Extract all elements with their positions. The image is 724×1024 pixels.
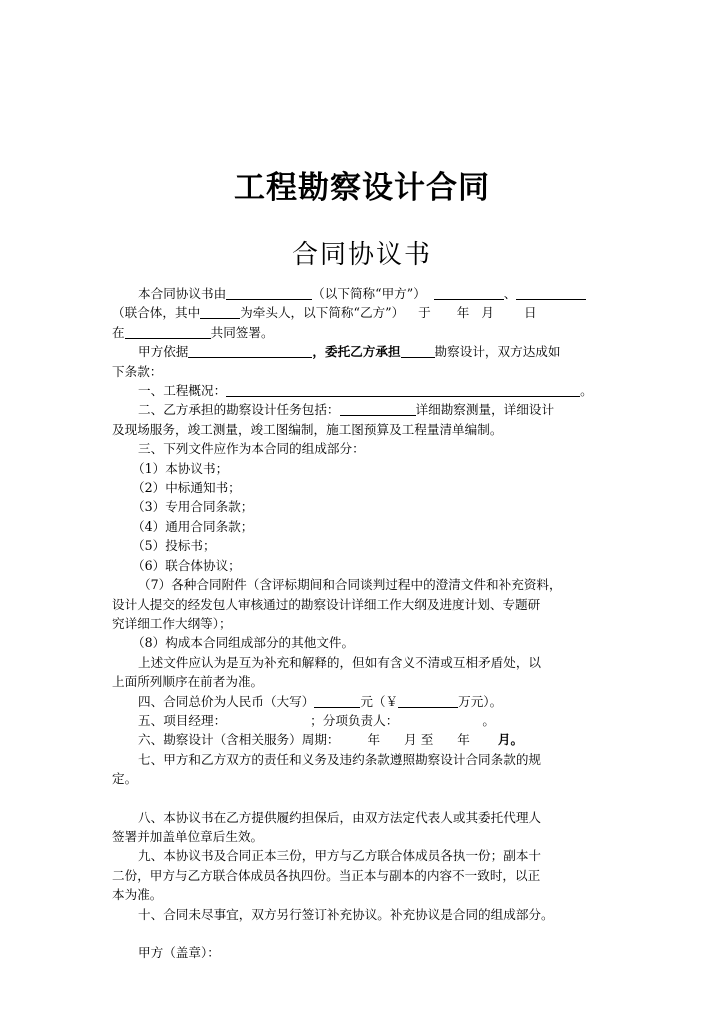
spacer [112,924,618,943]
paragraph-parties-line3 [112,323,618,342]
blank-party-b1 [434,286,504,300]
paragraph-scope-line1 [112,400,618,419]
text: 五、项目经理： [138,712,227,728]
text: 元（￥ [360,693,399,709]
text: 六、勘察设计（含相关服务）周期： [138,732,340,748]
list-item: （8）构成本合同组成部分的其他文件。 [132,635,355,651]
paragraph-scope-line2: 及现场服务，竣工测量，竣工图编制，施工图预算及工程量清单编制。 [112,421,503,437]
text: 在 [112,324,125,340]
paragraph-obligations-line2: 定。 [112,771,138,787]
blank-lead [200,305,240,319]
spacer [112,789,618,808]
list-item-7-line3: 究详细工作大纲等）； [112,615,232,631]
paragraph-period [112,730,618,749]
paragraph-price [112,692,618,711]
text: 四、合同总价为人民币（大写） [138,693,315,709]
document-body [112,284,618,962]
blank-party-b2 [516,286,586,300]
document-title: 工程勘察设计合同 [234,170,490,206]
text: ；分项负责人： [310,712,399,728]
text: 勘察设计，双方达成如 [434,344,561,360]
list-item-7-line1: （7）各种合同附件（含评标期间和合同谈判过程中的澄清文件和补充资料， [138,577,562,593]
paragraph-supplement: 十、合同未尽事宜，双方另行签订补充协议。补充协议是合同的组成部分。 [138,906,554,922]
text: 万元）。 [458,693,503,709]
list-item: （2）中标通知书； [132,480,241,496]
text: 共同签署。 [210,324,274,340]
list-item-7-line2: 设计人提交的经发包人审核通过的勘察设计详细工作大纲及进度计划、专题研 [112,596,541,612]
text: 一、工程概况： [138,383,227,399]
blank-basis [188,344,312,358]
paragraph-parties-line2 [112,303,618,322]
text: 甲方依据 [138,344,189,360]
blank-party-a [226,286,312,300]
paragraph-copies-line2: 二份，甲方与乙方联合体成员各执四份。当正本与副本的内容不一致时，以正 [112,867,541,883]
paragraph-precedence-line2: 上面所列顺序在前者为准。 [112,674,264,690]
text: 为牵头人，以下简称“乙方”） [240,305,405,321]
blank-overview [226,383,580,397]
paragraph-effective-line2: 签署并加盖单位章后生效。 [112,828,264,844]
list-item: （5）投标书； [132,538,216,554]
text: 年 [456,305,470,321]
paragraph-obligations-line1: 七、甲方和乙方双方的责任和义务及违约条款遵照勘察设计合同条款的规 [138,751,541,767]
paragraph-effective-line1: 八、本协议书在乙方提供履约担保后，由双方法定代表人或其委托代理人 [138,809,541,825]
blank-price-words [314,694,360,708]
text: 月 [481,305,494,321]
paragraph-basis-line1 [112,342,618,361]
list-item: （3）专用合同条款； [132,499,254,515]
paragraph-copies-line3: 本为准。 [112,887,163,903]
list-item: （6）联合体协议； [132,557,241,573]
text: 、 [503,286,517,301]
paragraph-basis-line2: 下条款： [112,363,163,379]
text: 。 [580,383,593,399]
text: 二、乙方承担的勘察设计任务包括： [138,402,340,418]
text: （联合体，其中 [112,305,201,321]
signature-party-a: 甲方（盖章）： [138,945,220,960]
text: 。 [482,712,495,728]
list-item: （1）本协议书； [132,460,229,476]
document-subtitle: 合同协议书 [291,240,432,270]
paragraph-copies-line1: 九、本协议书及合同正本三份，甲方与乙方联合体成员各执一份；副本十 [138,848,541,864]
blank-scope [340,402,416,416]
paragraph-manager [112,711,618,730]
text: ，委托乙方承担 [312,344,401,360]
text: 本合同协议书由 [138,286,227,301]
list-item: （4）通用合同条款； [132,518,254,534]
text: 月 至 [404,732,434,748]
text: 日 [523,305,537,321]
text: 年 [367,732,381,748]
paragraph-documents: 三、下列文件应作为本合同的组成部分： [138,441,365,457]
text: 月。 [497,732,524,748]
text: 于 [418,305,431,321]
blank-project [401,344,435,358]
paragraph-parties-line1 [112,284,618,303]
text: （以下简称“甲方”） [312,286,426,301]
blank-price-number [398,694,458,708]
text: 年 [457,732,470,748]
blank-place [125,325,211,339]
text: 详细勘察测量，详细设计 [415,402,555,418]
paragraph-overview [112,381,618,400]
paragraph-precedence-line1: 上述文件应认为是互为补充和解释的，但如有含义不清或互相矛盾处，以 [138,654,541,670]
